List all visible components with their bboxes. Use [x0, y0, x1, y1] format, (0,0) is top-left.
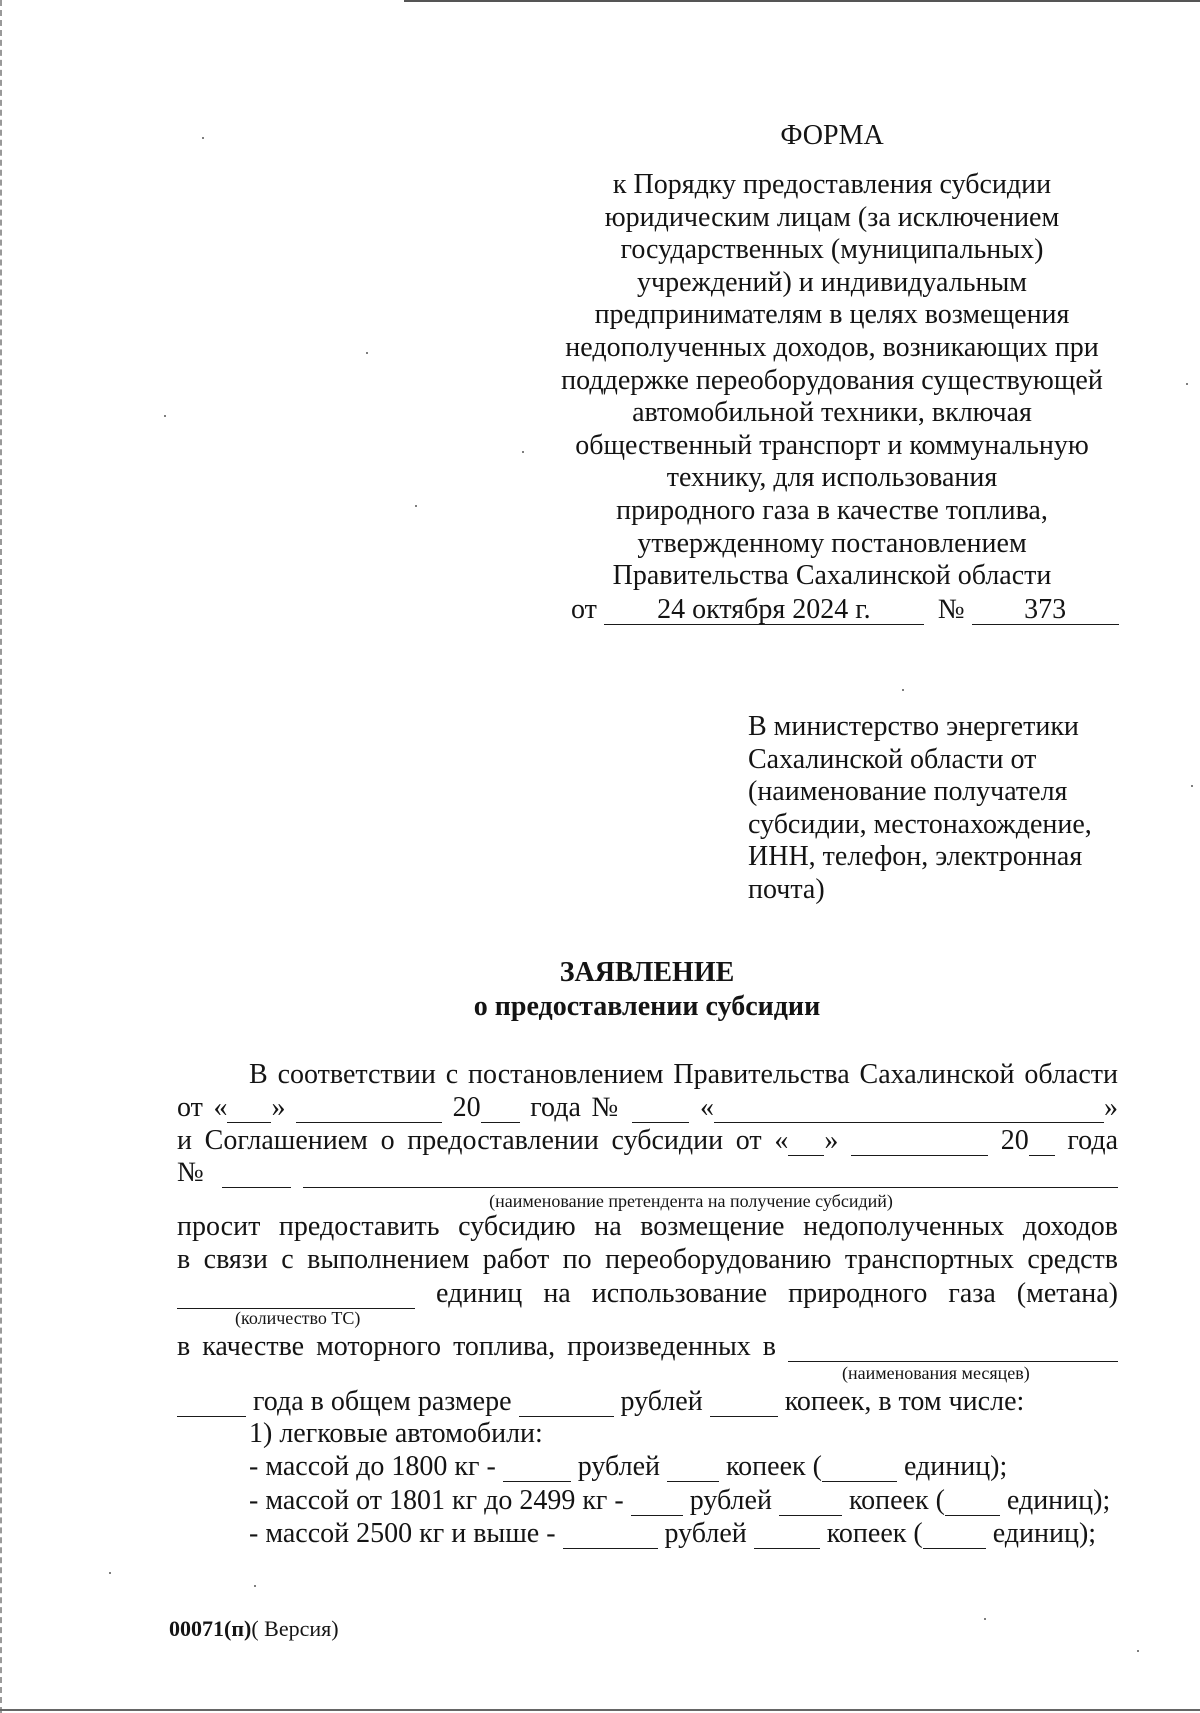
total-line [177, 1385, 1024, 1418]
item-kop-label: копеек ( [826, 1518, 923, 1549]
form-header-line: общественный транспорт и коммунальную [575, 429, 1089, 461]
weight-item-label: - массой от 1801 кг до 2499 кг - [249, 1485, 624, 1516]
item-rub-label: рублей [664, 1518, 747, 1549]
scan-speck [522, 451, 524, 453]
item-rub-blank [631, 1487, 683, 1516]
total-rub-label: рублей [620, 1386, 703, 1417]
form-header-line: поддержке переоборудования существующей [561, 364, 1103, 396]
item-units-label: единиц); [992, 1518, 1097, 1549]
form-header-line: природного газа в качестве топлива, [616, 494, 1048, 526]
form-header-line: автомобильной техники, включая [632, 397, 1032, 429]
item-kop-blank [779, 1487, 842, 1516]
weight-item-label: - массой до 1800 кг - [249, 1451, 496, 1482]
item-rub-blank [503, 1453, 571, 1482]
total-year-text: года в общем размере [253, 1386, 512, 1417]
agreement-year-label: года [1067, 1125, 1119, 1156]
months-blank [788, 1333, 1118, 1362]
item-rub-blank [563, 1520, 658, 1549]
agreement-year-blank [1029, 1127, 1055, 1156]
vehicles-line [177, 1277, 1118, 1310]
item-units-label: единиц); [903, 1451, 1008, 1482]
vehicle-count-caption: (количество ТС) [235, 1308, 361, 1328]
form-header-line: утвержденному постановлением [637, 527, 1027, 559]
decree-from-label: от « [177, 1092, 228, 1123]
scan-speck [415, 505, 417, 507]
document-code: 00071(п) [169, 1616, 252, 1641]
agreement-month-blank [851, 1127, 988, 1156]
scan-edge-top [404, 0, 1200, 2]
scan-speck [366, 352, 368, 354]
decree-title-blank [714, 1094, 1104, 1123]
form-header-text [532, 169, 1132, 593]
agreement-century: 20 [1000, 1125, 1029, 1156]
document-footer [169, 1616, 339, 1642]
decree-day-blank [227, 1094, 271, 1123]
decree-title-close: » [1104, 1092, 1118, 1123]
application-heading [347, 956, 947, 1024]
total-year-blank [177, 1388, 246, 1417]
application-subtitle: о предоставлении субсидии [473, 991, 821, 1022]
approval-line [571, 593, 1119, 626]
body-intro-line: В соответствии с постановлением Правительства Сахалинской области [249, 1059, 1118, 1090]
approval-number: 373 [972, 596, 1119, 625]
item-units-blank [945, 1487, 1000, 1516]
decree-year-number-label: года № [530, 1092, 622, 1123]
addressee-line: В министерство энергетики [748, 711, 1079, 742]
decree-quote-close: » [271, 1092, 286, 1123]
weight-item [249, 1484, 1110, 1517]
scan-edge-left [0, 0, 2, 1713]
addressee-line: (наименование получателя [748, 776, 1068, 808]
item-units-blank [822, 1453, 897, 1482]
addressee-line: Сахалинской области от [748, 743, 1037, 775]
application-title: ЗАЯВЛЕНИЕ [559, 957, 735, 988]
scan-speck [254, 1585, 256, 1587]
decree-year-blank [481, 1094, 520, 1123]
decree-century: 20 [452, 1092, 481, 1123]
item-kop-blank [667, 1453, 719, 1482]
scan-edge-bottom [0, 1709, 1200, 1711]
item-rub-label: рублей [689, 1485, 772, 1516]
vehicle-count-blank [177, 1280, 415, 1309]
item-kop-label: копеек ( [725, 1451, 822, 1482]
applicant-caption: (наименование претендента на получение субсидий) [489, 1191, 893, 1211]
applicant-line [177, 1156, 1118, 1189]
total-kop-blank [710, 1388, 778, 1417]
scan-speck [1137, 1650, 1139, 1652]
scan-speck [164, 415, 166, 417]
request-line: в связи с выполнением работ по переоборудованию транспортных средств [177, 1244, 1118, 1275]
agreement-text: и Соглашением о предоставлении субсидии от « [177, 1125, 789, 1156]
approval-from-label: от [571, 594, 597, 625]
scan-speck [902, 689, 904, 691]
addressee-line: субсидии, местонахождение, [748, 808, 1092, 840]
form-header-line: предпринимателям в целях возмещения [594, 299, 1070, 331]
form-header-line: юридическим лицам (за исключением [604, 201, 1060, 233]
form-header-line: технику, для использования [666, 462, 998, 494]
total-kop-label: копеек, в том числе: [784, 1386, 1025, 1417]
applicant-name-blank [303, 1159, 1118, 1188]
agreement-day-blank [788, 1127, 824, 1156]
weight-item [249, 1517, 1096, 1550]
scan-speck [109, 1572, 111, 1574]
decree-title-open: « [700, 1092, 714, 1123]
request-line: просит предоставить субсидию на возмещение недополученных доходов [177, 1211, 1118, 1242]
addressee-line: почта) [748, 873, 825, 905]
agreement-reference-line [177, 1124, 1118, 1157]
approval-date: 24 октября 2024 г. [604, 596, 924, 625]
agreement-quote-close: » [824, 1125, 839, 1156]
form-header-line: учреждений) и индивидуальным [636, 266, 1027, 298]
addressee-line: ИНН, телефон, электронная [748, 841, 1083, 873]
addressee-block [748, 711, 1092, 907]
scan-speck [984, 1618, 986, 1620]
scan-speck [202, 137, 204, 139]
form-header-line: государственных (муниципальных) [620, 234, 1044, 266]
weight-item-label: - массой 2500 кг и выше - [249, 1518, 556, 1549]
scan-speck [1186, 383, 1188, 385]
decree-reference-line [177, 1091, 1118, 1124]
form-header-line: Правительства Сахалинской области [612, 560, 1052, 592]
form-title: ФОРМА [780, 120, 884, 151]
vehicles-text: единиц на использование природного газа (метана) [436, 1278, 1119, 1309]
total-rub-blank [519, 1388, 614, 1417]
fuel-text: в качестве моторного топлива, произведенных в [177, 1331, 776, 1362]
document-version: ( Версия) [251, 1616, 339, 1641]
decree-month-blank [296, 1094, 442, 1123]
item-units-label: единиц); [1006, 1485, 1111, 1516]
category-heading: 1) легковые автомобили: [249, 1418, 543, 1449]
agreement-number-sign: № [177, 1157, 210, 1188]
agreement-number-blank [222, 1159, 291, 1188]
item-units-blank [923, 1520, 986, 1549]
decree-number-blank [632, 1094, 689, 1123]
approval-number-label: № [937, 594, 965, 625]
form-header-line: к Порядку предоставления субсидии [612, 169, 1052, 200]
months-caption: (наименования месяцев) [842, 1363, 1030, 1383]
weight-item [249, 1450, 1007, 1483]
item-kop-blank [754, 1520, 820, 1549]
scan-speck [1191, 785, 1193, 787]
item-rub-label: рублей [577, 1451, 660, 1482]
form-header-line: недополученных доходов, возникающих при [565, 331, 1099, 363]
item-kop-label: копеек ( [848, 1485, 945, 1516]
fuel-line [177, 1330, 1118, 1363]
